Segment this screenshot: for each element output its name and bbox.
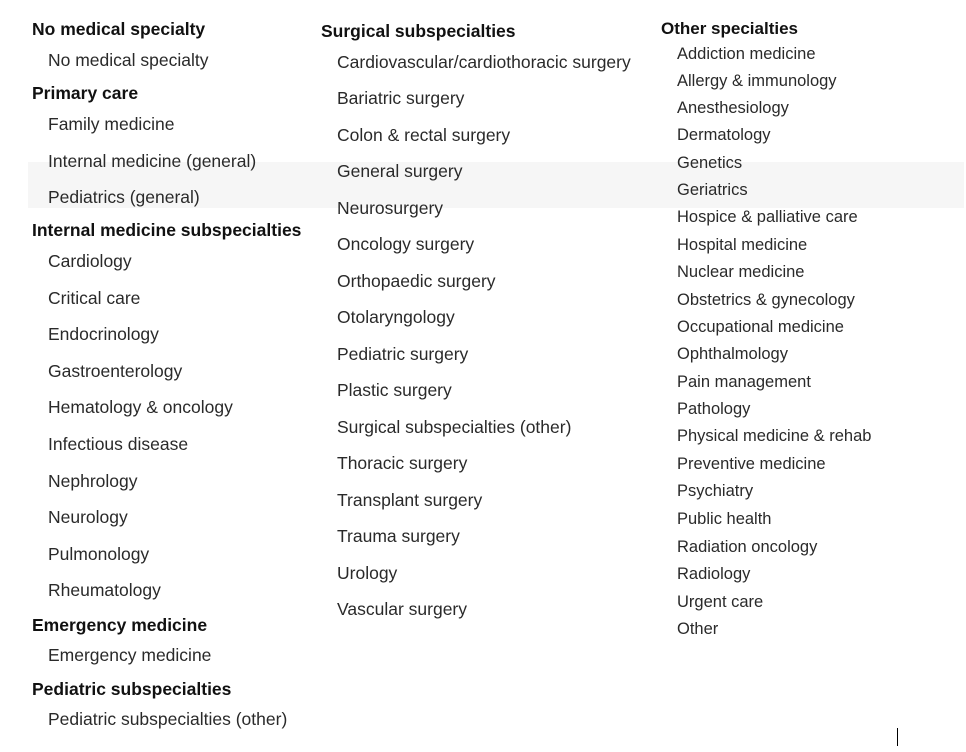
- group-header: Surgical subspecialties: [321, 21, 516, 41]
- list-item[interactable]: Internal medicine (general): [48, 151, 257, 171]
- list-item[interactable]: Infectious disease: [48, 434, 189, 454]
- list-item[interactable]: Otolaryngology: [337, 307, 455, 327]
- group-header: Primary care: [32, 83, 139, 103]
- list-item[interactable]: Emergency medicine: [48, 645, 212, 665]
- list-item[interactable]: Nephrology: [48, 471, 138, 491]
- text-cursor: [897, 728, 898, 746]
- list-item[interactable]: Rheumatology: [48, 580, 161, 600]
- list-item[interactable]: No medical specialty: [48, 50, 209, 70]
- list-item[interactable]: Nuclear medicine: [677, 263, 805, 281]
- group-header: Pediatric subspecialties: [32, 679, 232, 699]
- list-item[interactable]: Endocrinology: [48, 324, 159, 344]
- list-item[interactable]: Geriatrics: [677, 181, 748, 199]
- list-item[interactable]: Public health: [677, 510, 772, 528]
- list-item[interactable]: Cardiology: [48, 251, 132, 271]
- list-item[interactable]: Bariatric surgery: [337, 88, 465, 108]
- list-item[interactable]: Thoracic surgery: [337, 453, 468, 473]
- list-item[interactable]: Urgent care: [677, 593, 764, 611]
- list-item[interactable]: Hospital medicine: [677, 236, 808, 254]
- list-item[interactable]: General surgery: [337, 161, 463, 181]
- list-item[interactable]: Preventive medicine: [677, 455, 826, 473]
- list-item[interactable]: Obstetrics & gynecology: [677, 291, 855, 309]
- list-item[interactable]: Allergy & immunology: [677, 72, 837, 90]
- list-item[interactable]: Dermatology: [677, 126, 771, 144]
- list-item[interactable]: Gastroenterology: [48, 361, 183, 381]
- list-item[interactable]: Transplant surgery: [337, 490, 483, 510]
- list-item[interactable]: Genetics: [677, 154, 743, 172]
- list-item[interactable]: Hematology & oncology: [48, 397, 233, 417]
- list-item[interactable]: Pediatric subspecialties (other): [48, 709, 288, 729]
- list-item[interactable]: Orthopaedic surgery: [337, 271, 496, 291]
- list-item[interactable]: Colon & rectal surgery: [337, 125, 511, 145]
- list-item[interactable]: Family medicine: [48, 114, 175, 134]
- list-item[interactable]: Oncology surgery: [337, 234, 475, 254]
- list-item[interactable]: Addiction medicine: [677, 45, 816, 63]
- list-item[interactable]: Pediatrics (general): [48, 187, 200, 207]
- list-item[interactable]: Hospice & palliative care: [677, 208, 858, 226]
- list-item[interactable]: Pulmonology: [48, 544, 150, 564]
- group-header: Internal medicine subspecialties: [32, 220, 302, 240]
- list-item[interactable]: Surgical subspecialties (other): [337, 417, 572, 437]
- list-item[interactable]: Plastic surgery: [337, 380, 452, 400]
- list-item[interactable]: Pathology: [677, 400, 751, 418]
- list-item[interactable]: Neurosurgery: [337, 198, 444, 218]
- group-header: No medical specialty: [32, 19, 206, 39]
- list-item[interactable]: Other: [677, 620, 719, 638]
- list-item[interactable]: Radiation oncology: [677, 538, 818, 556]
- list-item[interactable]: Physical medicine & rehab: [677, 427, 872, 445]
- list-item[interactable]: Pain management: [677, 373, 811, 391]
- list-item[interactable]: Vascular surgery: [337, 599, 468, 619]
- list-item[interactable]: Pediatric surgery: [337, 344, 469, 364]
- list-item[interactable]: Occupational medicine: [677, 318, 844, 336]
- list-item[interactable]: Neurology: [48, 507, 128, 527]
- list-item[interactable]: Urology: [337, 563, 398, 583]
- list-item[interactable]: Anesthesiology: [677, 99, 789, 117]
- list-item[interactable]: Trauma surgery: [337, 526, 460, 546]
- list-item[interactable]: Critical care: [48, 288, 141, 308]
- list-item[interactable]: Radiology: [677, 565, 751, 583]
- list-item[interactable]: Ophthalmology: [677, 345, 788, 363]
- group-header: Emergency medicine: [32, 615, 208, 635]
- list-item[interactable]: Cardiovascular/cardiothoracic surgery: [337, 52, 631, 72]
- list-item[interactable]: Psychiatry: [677, 482, 754, 500]
- group-header: Other specialties: [661, 19, 799, 38]
